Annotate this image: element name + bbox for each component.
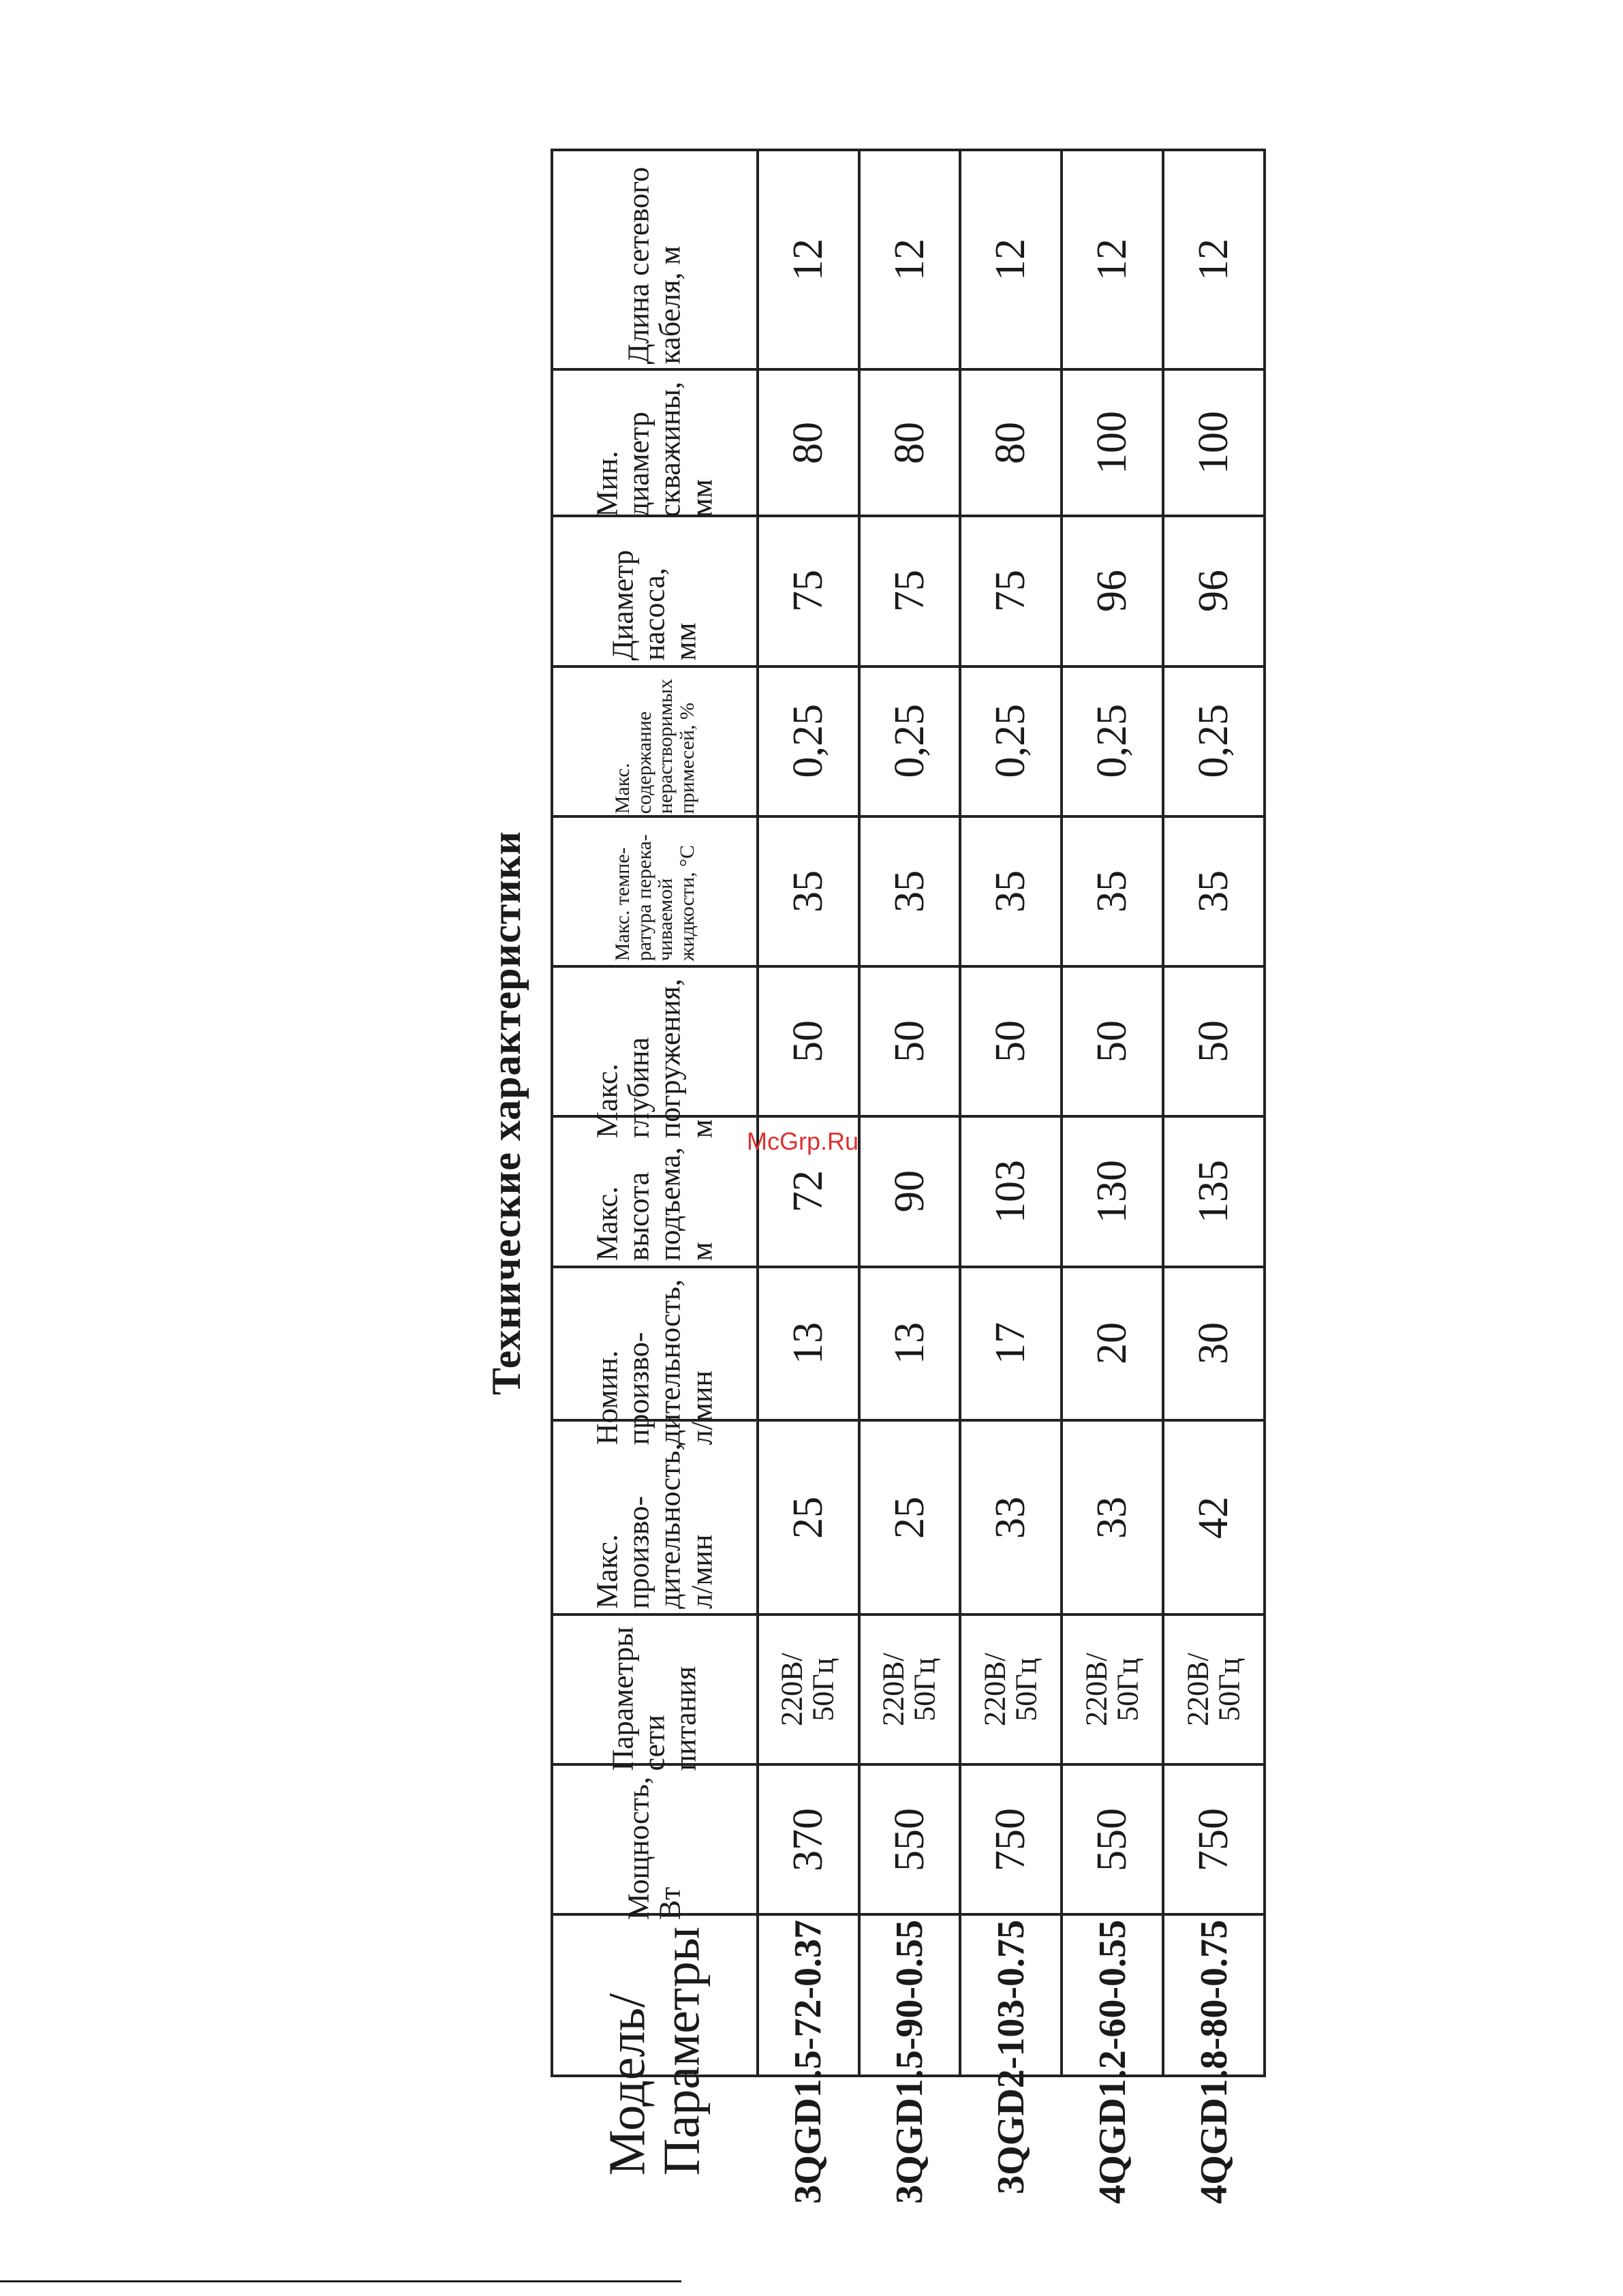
- table-row: [1163, 150, 1265, 2076]
- cell-value: 75: [987, 570, 1034, 613]
- cell-value: 17: [987, 1322, 1034, 1365]
- header-max-temp: [552, 816, 758, 966]
- header-max-depth: [552, 966, 758, 1139]
- watermark: McGrp.Ru: [747, 1127, 859, 1155]
- header-label: Макс. глубина погружения, м: [590, 979, 719, 1139]
- header-label: Макс. высота подъема, м: [590, 1147, 719, 1261]
- cell-value: 220В/ 50Гц: [1079, 1653, 1145, 1726]
- table-row: [960, 150, 1062, 2076]
- cell-model: [960, 1914, 1062, 2195]
- cell-value: 35: [784, 870, 831, 913]
- cell-value: 100: [1089, 411, 1136, 475]
- cell-max-temp: [1163, 816, 1265, 966]
- cell-value: 50: [1190, 1020, 1237, 1063]
- cell-min-well-diameter: [1163, 369, 1265, 516]
- cell-value: 0,25: [1089, 704, 1136, 778]
- header-label: Параметры сети питания: [606, 1626, 702, 1771]
- cell-value: 75: [784, 570, 831, 613]
- header-label: Длина сетевого кабеля, м: [621, 166, 687, 365]
- cell-max-impurities: [758, 667, 859, 816]
- cell-pump-diameter: [859, 516, 961, 666]
- cell-value: 103: [987, 1159, 1034, 1223]
- cell-value: 50: [1089, 1020, 1136, 1063]
- table-row: [1062, 150, 1163, 2076]
- cell-value: 135: [1190, 1159, 1237, 1223]
- cell-model: [1163, 1914, 1265, 2205]
- cell-value: 96: [1089, 570, 1136, 613]
- header-max-impurities: [552, 667, 758, 816]
- cell-cable-length: [960, 150, 1062, 369]
- cell-value: 550: [1089, 1807, 1136, 1871]
- cell-value: 80: [987, 421, 1034, 464]
- cell-min-well-diameter: [960, 369, 1062, 516]
- cell-value: 80: [784, 421, 831, 464]
- header-label: Модель/ Параметры: [598, 1927, 710, 2176]
- cell-max-depth: [859, 966, 961, 1116]
- cell-value: 12: [1190, 239, 1237, 281]
- cell-value: 30: [1190, 1322, 1237, 1365]
- cell-pump-diameter: [1163, 516, 1265, 666]
- cell-value: 33: [1089, 1496, 1136, 1539]
- cell-value: 0,25: [886, 704, 933, 778]
- cell-model: [1062, 1914, 1163, 2205]
- cell-max-temp: [1062, 816, 1163, 966]
- cell-value: 25: [784, 1496, 831, 1539]
- cell-max-depth: [1062, 966, 1163, 1116]
- cell-power: [758, 1764, 859, 1914]
- header-nom-flow: [552, 1267, 758, 1445]
- header-label: Мощность, Вт: [621, 1777, 687, 1920]
- cell-pump-diameter: [1062, 516, 1163, 666]
- cell-max-impurities: [960, 667, 1062, 816]
- spec-table: [551, 149, 1266, 2205]
- cell-power: [859, 1764, 961, 1914]
- cell-min-well-diameter: [859, 369, 961, 516]
- cell-max-flow: [960, 1420, 1062, 1614]
- cell-value: 20: [1089, 1322, 1136, 1365]
- cell-value: 220В/ 50Гц: [775, 1653, 841, 1726]
- cell-value: 35: [1089, 870, 1136, 913]
- header-row: [552, 150, 758, 2076]
- cell-max-head: [1163, 1116, 1265, 1266]
- cell-max-head: [1062, 1116, 1163, 1266]
- cell-power: [960, 1764, 1062, 1914]
- cell-value: 25: [886, 1496, 933, 1539]
- cell-nom-flow: [859, 1267, 961, 1421]
- cell-value: 370: [784, 1807, 831, 1871]
- document-title: Технические характеристики: [484, 831, 529, 1395]
- cell-value: 4QGD1.8-80-0.75: [1192, 1920, 1235, 2205]
- cell-max-flow: [758, 1420, 859, 1614]
- header-cable-length: [552, 150, 758, 369]
- header-model: [552, 1914, 758, 2176]
- header-max-flow: [552, 1420, 758, 1614]
- cell-value: 220В/ 50Гц: [876, 1653, 942, 1726]
- cell-value: 220В/ 50Гц: [1181, 1653, 1246, 1726]
- cell-nom-flow: [960, 1267, 1062, 1421]
- cell-value: 12: [1089, 239, 1136, 281]
- cell-cable-length: [859, 150, 961, 369]
- cell-model: [859, 1914, 961, 2205]
- cell-value: 35: [886, 870, 933, 913]
- cell-min-well-diameter: [758, 369, 859, 516]
- cell-network: [758, 1614, 859, 1764]
- cell-min-well-diameter: [1062, 369, 1163, 516]
- cell-value: 50: [886, 1020, 933, 1063]
- cell-value: 100: [1190, 411, 1237, 475]
- cell-network: [960, 1614, 1062, 1764]
- header-min-well-diameter: [552, 369, 758, 516]
- cell-max-head: [960, 1116, 1062, 1266]
- cell-value: 33: [987, 1496, 1034, 1539]
- cell-pump-diameter: [758, 516, 859, 666]
- cell-value: 35: [1190, 870, 1237, 913]
- cell-max-depth: [1163, 966, 1265, 1116]
- cell-max-temp: [859, 816, 961, 966]
- header-label: Макс. содержание нерастворимых примесей, %: [610, 678, 698, 814]
- cell-model: [758, 1914, 859, 2205]
- cell-value: 96: [1190, 570, 1237, 613]
- cell-value: 35: [987, 870, 1034, 913]
- cell-max-flow: [859, 1420, 961, 1614]
- header-max-head: [552, 1116, 758, 1266]
- cell-value: 750: [987, 1807, 1034, 1871]
- cell-value: 13: [784, 1322, 831, 1365]
- cell-value: 80: [886, 421, 933, 464]
- cell-value: 130: [1089, 1159, 1136, 1223]
- header-label: Макс. произво- дительность, л/мин: [590, 1443, 719, 1609]
- cell-value: 4QGD1.2-60-0.55: [1091, 1920, 1134, 2205]
- cell-cable-length: [1062, 150, 1163, 369]
- cell-value: 13: [886, 1322, 933, 1365]
- rotated-page: [448, 149, 1266, 2205]
- cell-nom-flow: [1062, 1267, 1163, 1421]
- cell-nom-flow: [758, 1267, 859, 1421]
- cell-network: [1062, 1614, 1163, 1764]
- cell-value: 12: [784, 239, 831, 281]
- table-row: [859, 150, 961, 2076]
- cell-network: [1163, 1614, 1265, 1764]
- footer-divider: [0, 2280, 681, 2282]
- cell-nom-flow: [1163, 1267, 1265, 1421]
- cell-value: 42: [1190, 1496, 1237, 1539]
- cell-value: 50: [987, 1020, 1034, 1063]
- cell-pump-diameter: [960, 516, 1062, 666]
- cell-value: 0,25: [784, 704, 831, 778]
- cell-value: 12: [886, 239, 933, 281]
- header-label: Диаметр насоса, мм: [606, 550, 702, 661]
- cell-max-head: [859, 1116, 961, 1266]
- cell-cable-length: [1163, 150, 1265, 369]
- header-label: Макс. темпе- ратура перека- чиваемой жидкости, °С: [610, 833, 698, 962]
- cell-value: 50: [784, 1020, 831, 1063]
- cell-max-depth: [960, 966, 1062, 1116]
- header-label: Номин. произво- дительность, л/мин: [590, 1279, 719, 1445]
- cell-max-impurities: [859, 667, 961, 816]
- cell-max-flow: [1062, 1420, 1163, 1614]
- cell-value: 3QGD1.5-72-0.37: [787, 1920, 830, 2205]
- cell-value: 90: [886, 1170, 933, 1213]
- cell-value: 0,25: [987, 704, 1034, 778]
- cell-max-impurities: [1163, 667, 1265, 816]
- cell-value: 3QGD2-103-0.75: [989, 1920, 1032, 2195]
- cell-value: 75: [886, 570, 933, 613]
- cell-max-temp: [960, 816, 1062, 966]
- cell-max-depth: [758, 966, 859, 1116]
- header-label: Мин. диаметр скважины, мм: [590, 382, 719, 518]
- header-pump-diameter: [552, 516, 758, 666]
- cell-network: [859, 1614, 961, 1764]
- cell-value: 550: [886, 1807, 933, 1871]
- cell-value: 12: [987, 239, 1034, 281]
- cell-power: [1163, 1764, 1265, 1914]
- cell-max-impurities: [1062, 667, 1163, 816]
- cell-value: 72: [784, 1170, 831, 1213]
- cell-power: [1062, 1764, 1163, 1914]
- cell-max-temp: [758, 816, 859, 966]
- cell-value: 0,25: [1190, 704, 1237, 778]
- header-network: [552, 1614, 758, 1771]
- header-power: [552, 1764, 758, 1920]
- cell-max-flow: [1163, 1420, 1265, 1614]
- table-row: [758, 150, 859, 2076]
- cell-value: 750: [1190, 1807, 1237, 1871]
- cell-value: 220В/ 50Гц: [978, 1653, 1043, 1726]
- cell-value: 3QGD1.5-90-0.55: [888, 1920, 931, 2205]
- cell-cable-length: [758, 150, 859, 369]
